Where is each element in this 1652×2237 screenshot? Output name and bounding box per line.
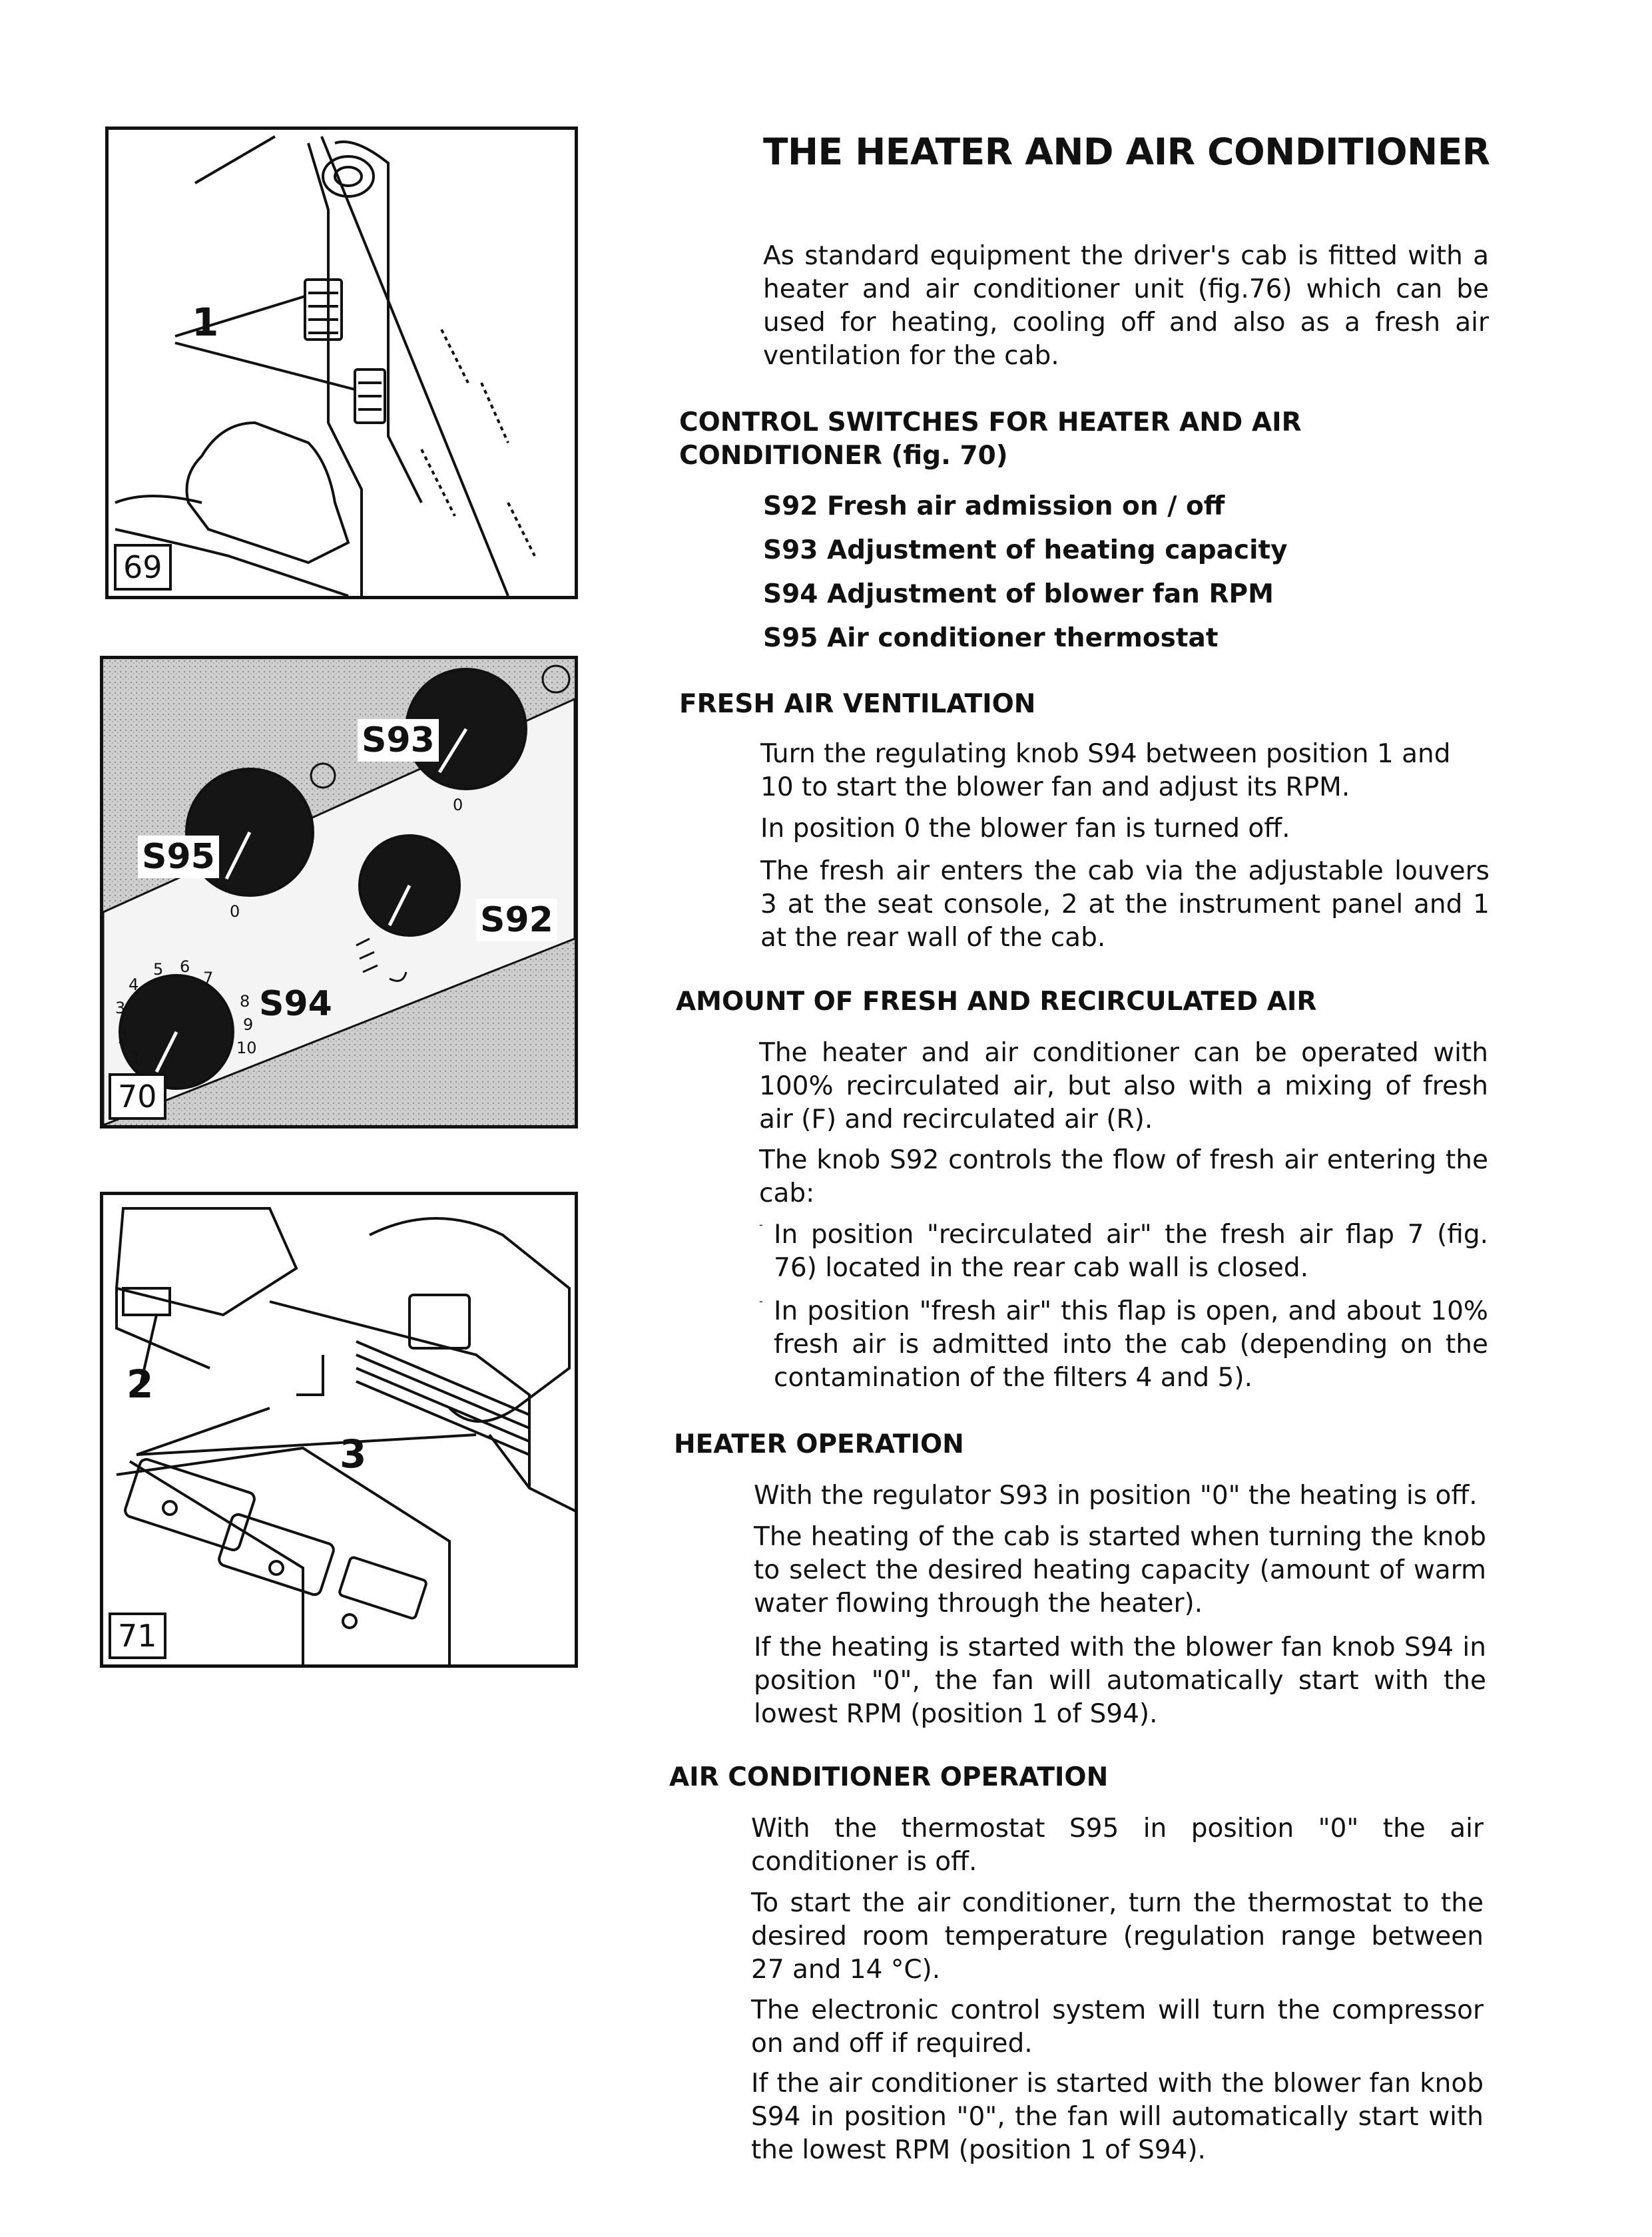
control-code: S94	[763, 579, 818, 609]
recirc-p1: The heater and air conditioner can be operated with 100% recirculated air, but also with a mixing of fresh air (F) and recirculated air (R).	[759, 1038, 1488, 1134]
figure-71	[100, 1192, 578, 1668]
control-label: Air conditioner thermostat	[827, 623, 1219, 653]
recirc-p2: The knob S92 controls the flow of fresh air entering the cab:	[759, 1145, 1488, 1208]
ac-p3: The electronic control system will turn the compressor on and off if required.	[751, 1995, 1484, 2059]
fresh-air-p2: In position 0 the blower fan is turned off.	[760, 814, 1290, 844]
recirc-heading: AMOUNT OF FRESH AND RECIRCULATED AIR	[676, 987, 1317, 1017]
control-label: Adjustment of heating capacity	[827, 535, 1288, 565]
s94-scale-5: 5	[153, 960, 164, 979]
knob-label-s93: S93	[358, 719, 439, 762]
knob-label-s92: S92	[476, 899, 557, 941]
fig69-callout-1: 1	[192, 300, 219, 345]
fig70-number: 70	[109, 1073, 166, 1120]
controls-heading: CONTROL SWITCHES FOR HEATER AND AIR CONDITIONER (fig. 70)	[679, 407, 1302, 471]
control-code: S93	[763, 535, 818, 565]
fig71-illustration	[103, 1195, 575, 1664]
recirc-bullet-1: - In position "recirculated air" the fresh air flap 7 (fig. 76) located in the rear cab wall is closed.	[759, 1218, 1488, 1283]
s94-scale-4: 4	[129, 975, 139, 994]
ac-p2: To start the air conditioner, turn the thermostat to the desired room temperature (regulation range between 27 and 14 °C).	[751, 1888, 1484, 1985]
fig71-callout-3: 3	[340, 1431, 367, 1477]
knob-label-s95: S95	[138, 836, 219, 878]
s94-scale-6: 6	[180, 957, 190, 976]
heater-p2: The heating of the cab is started when turning the knob to select the desired heating capacity (amount of warm water flowing through the heater).	[754, 1522, 1486, 1618]
control-item-s92	[763, 485, 1288, 529]
controls-list	[763, 485, 1288, 660]
ac-p4: If the air conditioner is started with the blower fan knob S94 in position "0", the fan will automatically start with the lowest RPM (position 1 of S94).	[751, 2069, 1484, 2165]
s94-scale-3: 3	[115, 999, 126, 1017]
control-label: Fresh air admission on / off	[827, 491, 1225, 521]
control-label: Adjustment of blower fan RPM	[827, 579, 1274, 609]
s93-zero-mark: 0	[453, 796, 463, 814]
fresh-air-heading: FRESH AIR VENTILATION	[679, 689, 1036, 719]
knob-label-s94: S94	[259, 984, 332, 1024]
intro-paragraph: As standard equipment the driver's cab is fitted with a heater and air conditioner unit (fig.76) which can be used for heating, cooling off and also as a fresh air ventilation for the cab.	[763, 241, 1489, 371]
page-title: THE HEATER AND AIR CONDITIONER	[763, 130, 1490, 173]
recirc-bullet-2: - In position "fresh air" this flap is open, and about 10% fresh air is admitted into the cab (depending on the contamination of the filters 4 and 5).	[759, 1295, 1488, 1393]
fig71-number: 71	[109, 1613, 166, 1659]
s94-scale-9: 9	[243, 1015, 254, 1034]
control-item-s95	[763, 617, 1288, 660]
heater-heading: HEATER OPERATION	[674, 1429, 964, 1459]
ac-heading: AIR CONDITIONER OPERATION	[669, 1762, 1109, 1792]
s94-scale-1: 1	[131, 1049, 142, 1067]
control-code: S95	[763, 623, 818, 653]
s94-scale-2: 2	[118, 1029, 129, 1047]
s95-zero-mark: 0	[230, 902, 240, 921]
fig69-number: 69	[114, 544, 172, 591]
s94-scale-8: 8	[240, 992, 250, 1011]
figure-69	[105, 126, 578, 599]
fig70-illustration	[103, 659, 575, 1125]
ac-p1: With the thermostat S95 in position "0" the air conditioner is off.	[751, 1814, 1484, 1877]
heater-p1: With the regulator S93 in position "0" the heating is off.	[754, 1481, 1478, 1511]
control-item-s93	[763, 529, 1288, 573]
figure-70	[100, 656, 578, 1128]
control-code: S92	[763, 491, 818, 521]
s94-scale-10: 10	[236, 1039, 257, 1057]
fig69-illustration	[109, 130, 575, 596]
control-item-s94	[763, 573, 1288, 617]
heater-p3: If the heating is started with the blower fan knob S94 in position "0", the fan will automatically start with the lowest RPM (position 1 of S94).	[754, 1632, 1486, 1729]
fig71-callout-2: 2	[127, 1362, 154, 1407]
s94-scale-7: 7	[203, 969, 214, 987]
fresh-air-p3: The fresh air enters the cab via the adjustable louvers 3 at the seat console, 2 at the instrument panel and 1 at the rear wall of the cab.	[760, 856, 1490, 953]
fresh-air-p1: Turn the regulating knob S94 between position 1 and 10 to start the blower fan and adjust its RPM.	[760, 739, 1451, 802]
